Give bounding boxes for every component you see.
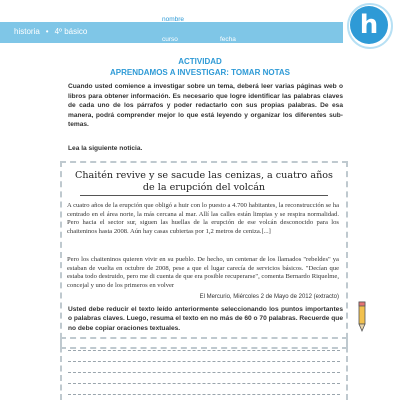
headline-divider [80,195,328,196]
course-field[interactable] [180,43,218,44]
news-headline: Chaitén revive y se sacude las cenizas, a cuatro años de la erupción del volcán [75,170,333,193]
activity-title: APRENDAMOS A INVESTIGAR: TOMAR NOTAS [109,68,290,77]
pencil-icon [352,300,372,334]
news-paragraph-1: A cuatro años de la erupción que obligó a huir con lo puesto a 4.700 habitantes, la reconstrucción se ha centrado en el área norte, la más cercana al mar. Allí las calles están limpias y se respira normalidad. Pero hacia el sector sur, siguen las huellas de la erupción de ese volcán desconocido para los chaiteninos hasta 2008. Aún hay casas cubiertas por 1,2 metros de ceniza.[...] [67,202,339,235]
note-line[interactable] [68,350,340,351]
activity-label: ACTIVIDAD [178,57,222,66]
date-label: fecha [220,36,236,43]
course-label: curso [162,36,178,43]
note-line[interactable] [68,372,340,373]
notes-area[interactable] [60,337,348,400]
subject-label: historia [14,27,40,36]
news-source: El Mercurio, Miércoles 2 de Mayo de 2012 (extracto) [199,294,339,300]
header-bar [0,0,400,48]
student-info-form [146,14,346,44]
note-line[interactable] [68,383,340,384]
note-line[interactable] [68,394,340,395]
level-label: 4º básico [54,27,88,36]
name-label: nombre [162,16,185,23]
date-field[interactable] [238,43,338,44]
read-prompt: Lea la siguiente noticia. [68,145,143,152]
breadcrumb [14,27,87,36]
intro-paragraph: Cuando usted comience a investigar sobre un tema, deberá leer varias páginas web o libros para obtener información. Es necesario que logre identificar las palabras claves de cada uno de los párrafos y poder redactarlo con sus propias palabras. De esa manera, podrá comprender mejor lo que está leyendo y organizar los diferentes sub-temas. [68,83,343,129]
separator-dot: • [45,27,49,36]
news-paragraph-2: Pero los chaiteninos quieren vivir en su pueblo. De hecho, un centenar de los llamados "rebeldes" ya estaban de vuelta en octubre de 2008, pese a que el lugar carecía de servicios básicos. "Decían que estaba todo destruido, pero me di cuenta de que era posible recuperarse", comenta Bernardo Riquelme, concejal y uno de los primeros en volver [67,256,339,289]
note-line[interactable] [68,361,340,362]
task-paragraph: Usted debe reducir el texto leído anteriormente seleccionando los puntos importantes o palabras claves. Luego, resuma el texto en no más de 60 o 70 palabras. Recuerde que no debe copiar oraciones textuales. [68,306,343,332]
name-field[interactable] [188,24,338,25]
logo-h-icon: h [350,6,388,44]
logo [350,6,394,44]
